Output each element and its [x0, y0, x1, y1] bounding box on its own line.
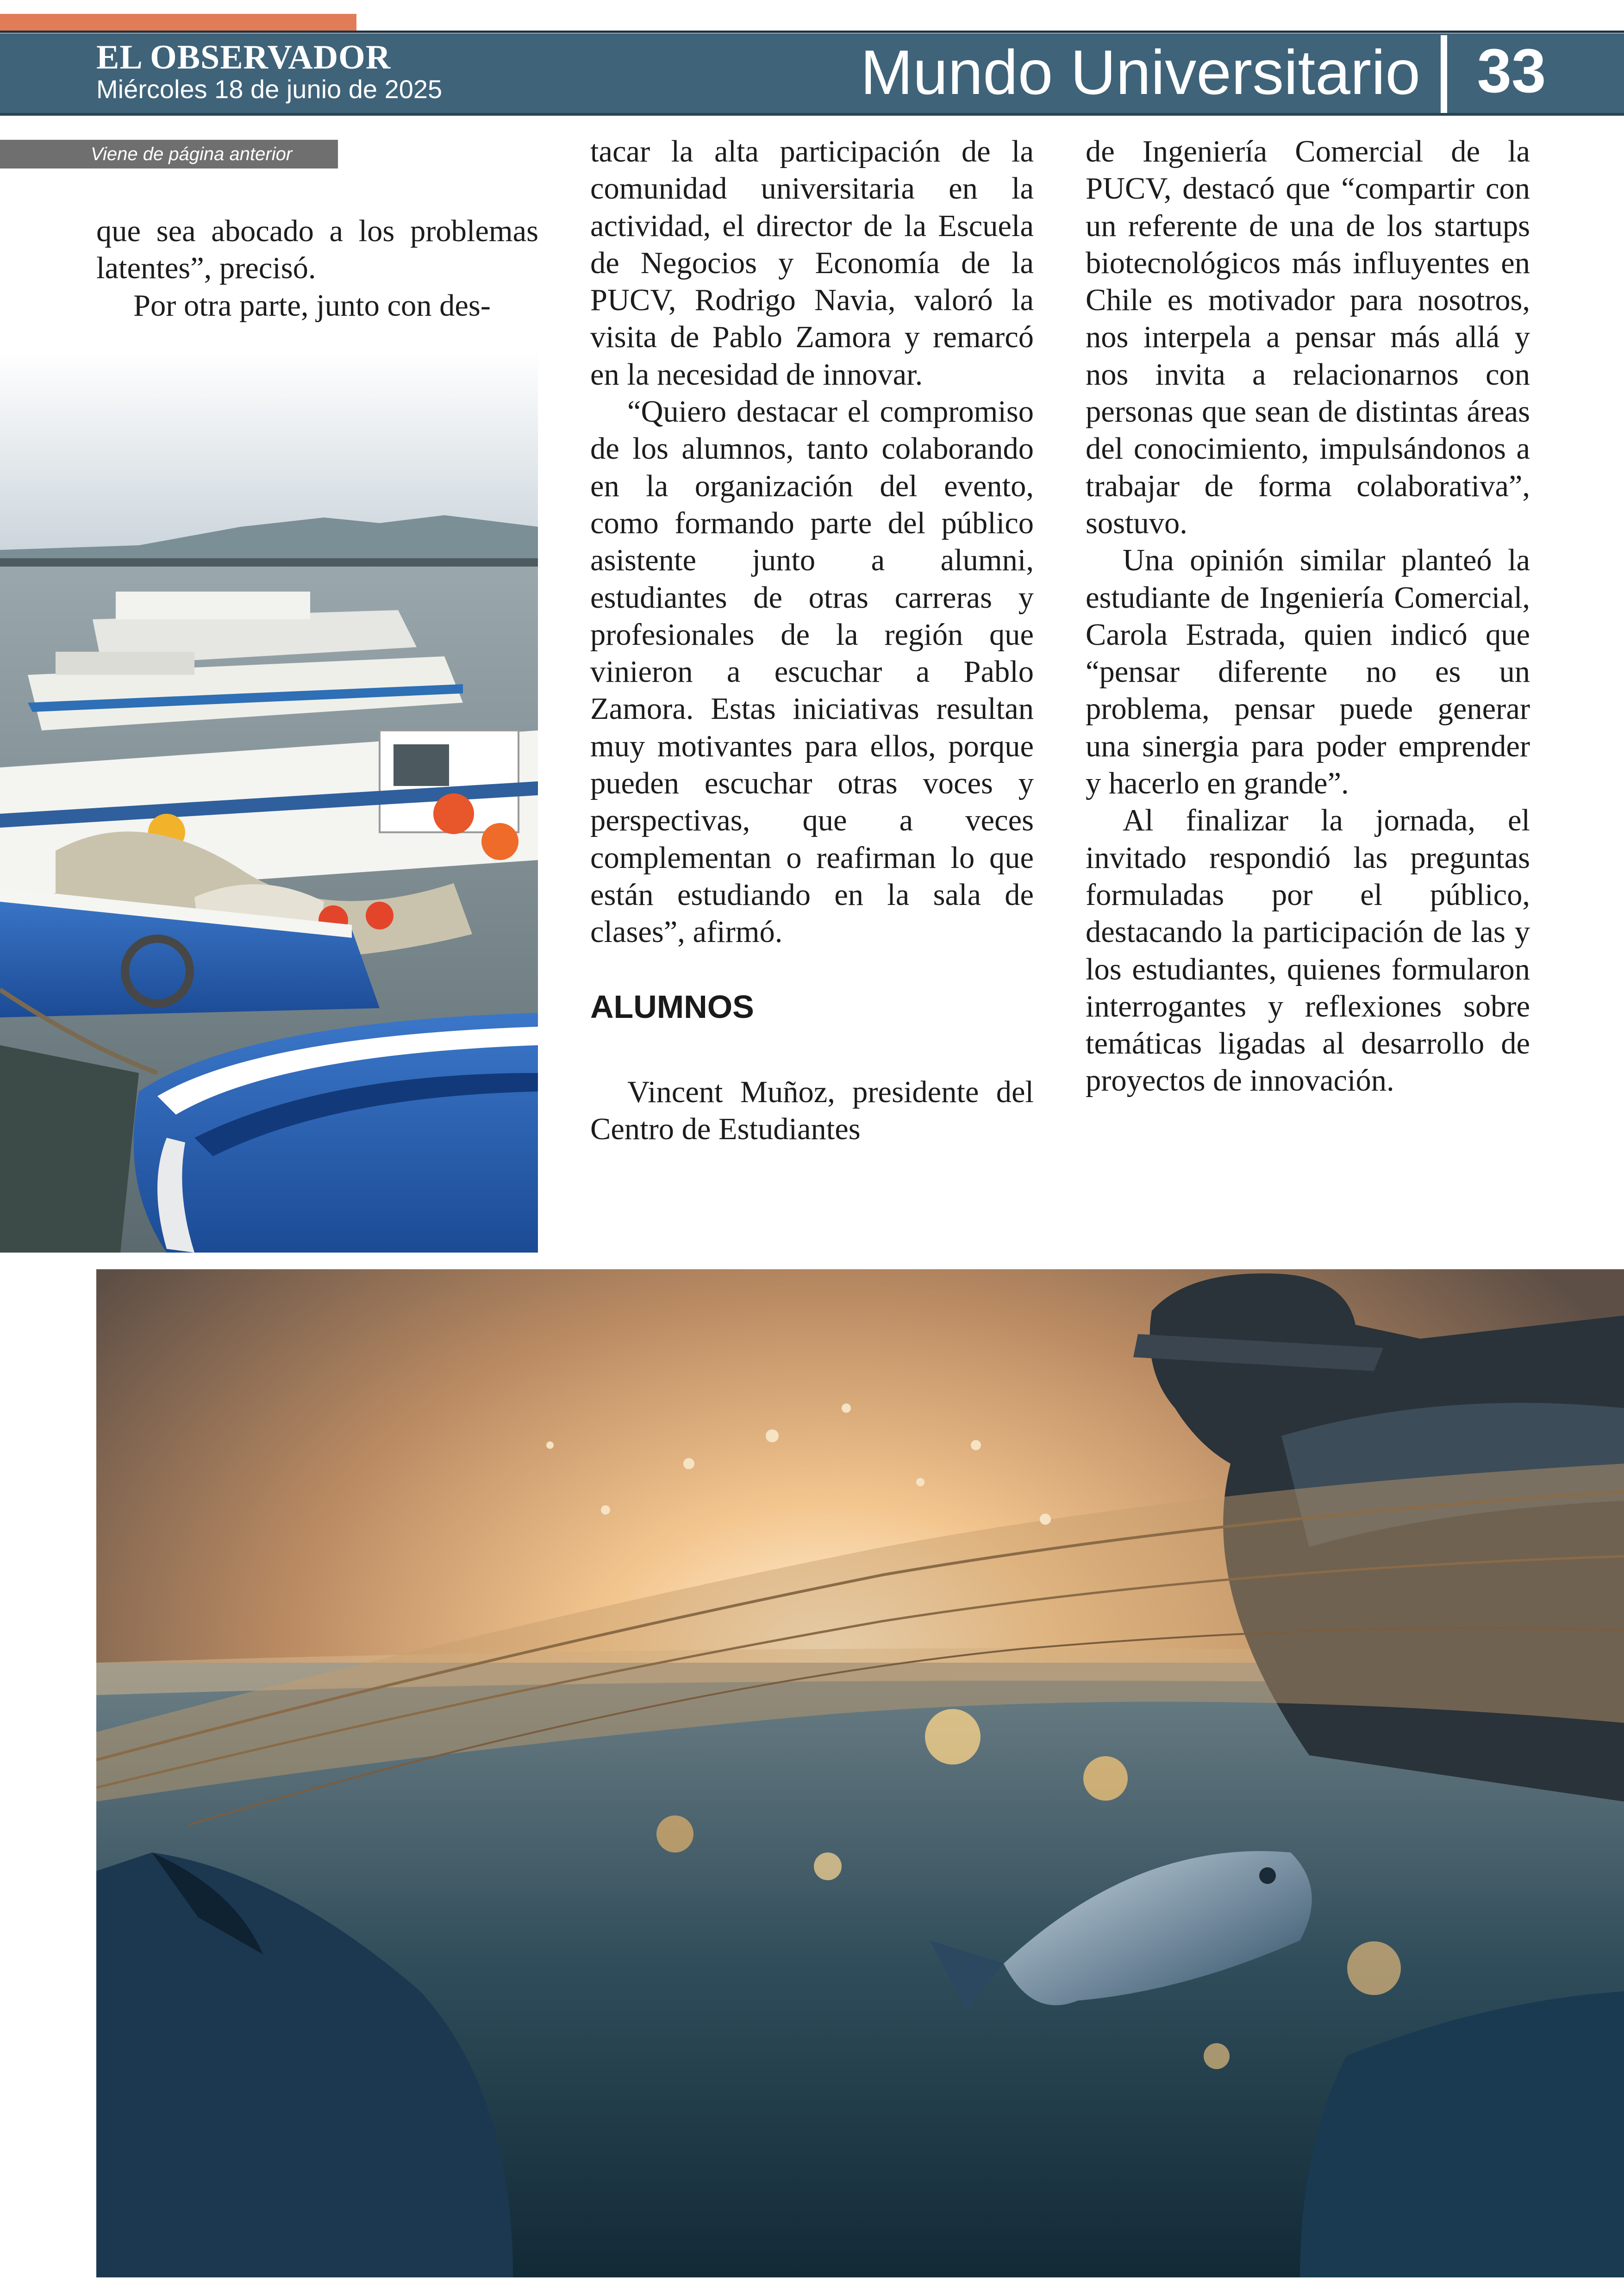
paragraph: tacar la alta participación de la comunidad universitaria en la actividad, el director de la Escuela de Negocios y Economía de la PUCV, Rodrigo Navia, valoró la visita de Pablo Zamora y remarcó en la necesidad de innovar.: [590, 135, 1034, 392]
paragraph: Vincent Muñoz, presidente del Centro de Estudiantes: [590, 1075, 1034, 1146]
article-column-2: [590, 133, 1034, 1148]
paragraph: de Ingeniería Comercial de la PUCV, destacó que “compartir con un referente de una de los startups biotecnológicos más influyentes en Chile es motivador para nosotros, nos interpela a pensar más allá y nos invita a relacionarnos con personas que sean de distintas áreas del conocimiento, impulsándonos a trabajar de forma colaborativa”, sostuvo.: [1086, 135, 1530, 540]
continued-from-label: Viene de página anterior: [0, 140, 338, 168]
paragraph: que sea abocado a los problemas latentes”, precisó.: [96, 214, 538, 286]
article-column-1: [96, 213, 538, 324]
paragraph: Al finalizar la jornada, el invitado respondió las preguntas formuladas por el público, destacando la participación de las y los estudiantes, quienes formularon interrogantes y reflexiones sobre temáticas ligadas al desarrollo de proyectos de innovación.: [1086, 804, 1530, 1098]
fisherman-net-photo: [96, 1269, 1624, 2277]
article-column-3: [1086, 133, 1530, 1100]
publication-date: Miércoles 18 de junio de 2025: [96, 75, 443, 104]
subheading: ALUMNOS: [590, 988, 754, 1025]
header-top-rule: [0, 31, 1624, 33]
header-divider: [1441, 35, 1447, 113]
newspaper-name: EL OBSERVADOR: [96, 38, 391, 76]
paragraph: Por otra parte, junto con des-: [133, 288, 491, 323]
paragraph: Una opinión similar planteó la estudiante de Ingeniería Comercial, Carola Estrada, quien indicó que “pensar diferente no es un problema, pensar puede generar una sinergia para poder emprender y hacerlo en grande”.: [1086, 543, 1530, 801]
harbor-boats-photo: [0, 351, 538, 1253]
section-title: Mundo Universitario: [860, 37, 1420, 107]
header-accent-tab: [0, 14, 356, 32]
paragraph: “Quiero destacar el compromiso de los alumnos, tanto colaborando en la organización del evento, como formando parte del público asistente junto a alumni, estudiantes de otras carreras y profesionales de la región que vinieron a escuchar a Pablo Zamora. Estas iniciativas resultan muy motivantes para ellos, porque pueden escuchar otras voces y perspectivas, que a veces complementan o reafirman lo que están estudiando en la sala de clases”, afirmó.: [590, 395, 1034, 949]
page-number: 33: [1477, 37, 1546, 106]
